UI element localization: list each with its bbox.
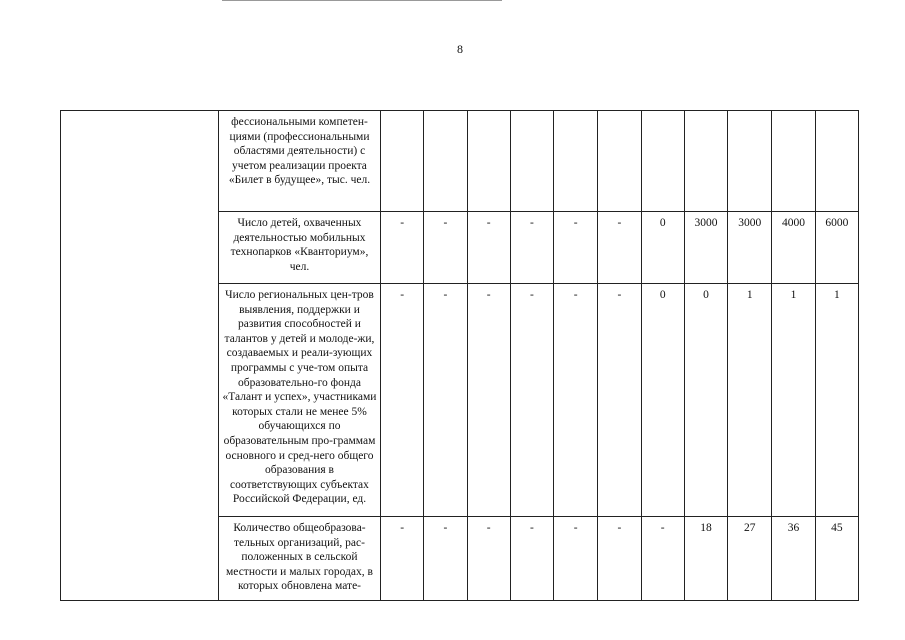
indicator-cell: Число региональных цен-тров выявления, поддержки и развития способностей и талантов у детей и молоде-жи, создаваемых и реали-зующих программы с уче-том опыта образовательно-го фонда «Талант и успех», участниками которых стали не менее 5% обучающихся по образовательным про-граммам основного и сред-него общего образования в соответствующих субъектах Российской Федерации, ед. [218, 284, 380, 517]
value-cell [598, 111, 641, 212]
value-cell: - [598, 212, 641, 284]
indicator-cell: фессиональными компетен-циями (профессиональными областями деятельности) с учетом реализации проекта «Билет в будущее», тыс. чел. [218, 111, 380, 212]
value-cell: 3000 [728, 212, 772, 284]
top-scan-rule [222, 0, 502, 1]
value-cell [815, 111, 858, 212]
value-cell: - [598, 284, 641, 517]
value-cell [424, 111, 467, 212]
value-cell: 36 [772, 517, 815, 601]
value-cell: - [554, 284, 598, 517]
value-cell: 6000 [815, 212, 858, 284]
indicators-table [60, 110, 859, 601]
value-cell [728, 111, 772, 212]
value-cell [380, 111, 423, 212]
value-cell: - [380, 517, 423, 601]
value-cell: 0 [684, 284, 727, 517]
indicator-cell: Количество общеобразова-тельных организаций, рас-положенных в сельской местности и малых городах, в которых обновлена мате- [218, 517, 380, 601]
value-cell: 45 [815, 517, 858, 601]
value-cell: - [467, 284, 510, 517]
value-cell: - [554, 212, 598, 284]
value-cell: - [424, 517, 467, 601]
value-cell: - [598, 517, 641, 601]
value-cell: - [380, 284, 423, 517]
value-cell: - [424, 212, 467, 284]
value-cell [467, 111, 510, 212]
value-cell: 0 [641, 284, 684, 517]
merged-left-cell [61, 111, 219, 601]
value-cell [510, 111, 553, 212]
value-cell: - [380, 212, 423, 284]
value-cell [641, 111, 684, 212]
table-row [61, 111, 859, 212]
value-cell: - [467, 212, 510, 284]
value-cell: 1 [815, 284, 858, 517]
value-cell: - [424, 284, 467, 517]
value-cell: 27 [728, 517, 772, 601]
value-cell: - [510, 517, 553, 601]
value-cell: - [510, 212, 553, 284]
value-cell: 3000 [684, 212, 727, 284]
value-cell: 0 [641, 212, 684, 284]
value-cell: - [641, 517, 684, 601]
value-cell [554, 111, 598, 212]
indicator-cell: Число детей, охваченных деятельностью мобильных технопарков «Кванториум», чел. [218, 212, 380, 284]
value-cell: 1 [772, 284, 815, 517]
value-cell: 1 [728, 284, 772, 517]
value-cell [684, 111, 727, 212]
value-cell [772, 111, 815, 212]
value-cell: 18 [684, 517, 727, 601]
page-number: 8 [457, 42, 463, 56]
value-cell: - [467, 517, 510, 601]
value-cell: - [554, 517, 598, 601]
value-cell: - [510, 284, 553, 517]
value-cell: 4000 [772, 212, 815, 284]
